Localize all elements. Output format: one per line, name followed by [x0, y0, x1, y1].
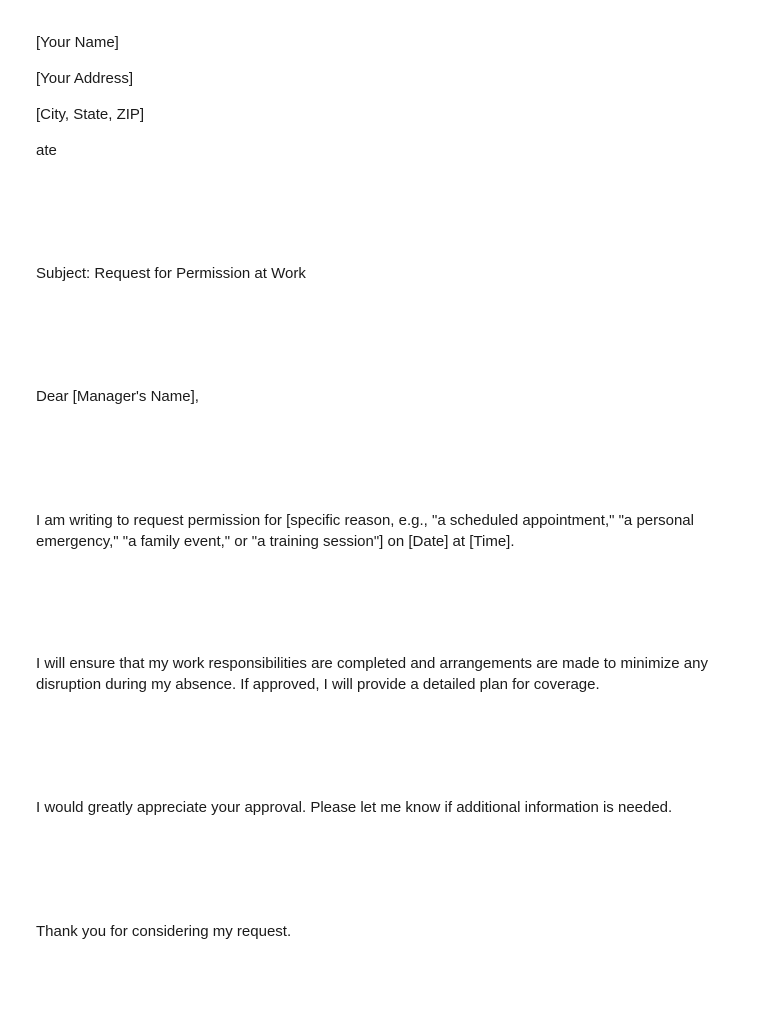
subject-line: Subject: Request for Permission at Work: [36, 265, 306, 282]
sender-name: [Your Name]: [36, 34, 119, 51]
sender-address: [Your Address]: [36, 70, 134, 87]
body-paragraph: I will ensure that my work responsibilities are completed and arrangements are made to minimize any disruption during my absence. If approved, I will provide a detailed plan for coverage.: [36, 655, 708, 693]
sender-city-state-zip: [City, State, ZIP]: [36, 106, 145, 123]
body-paragraph: I am writing to request permission for [specific reason, e.g., "a scheduled appointment," "a personal emergency," "a family event," or "a training session"] on [Date] at [Time].: [36, 512, 694, 550]
closing-paragraph: Thank you for considering my request.: [36, 923, 292, 940]
letter-date: ate: [36, 142, 57, 159]
greeting: Dear [Manager's Name],: [36, 388, 199, 405]
body-paragraph: I would greatly appreciate your approval. Please let me know if additional information is needed.: [36, 799, 673, 816]
